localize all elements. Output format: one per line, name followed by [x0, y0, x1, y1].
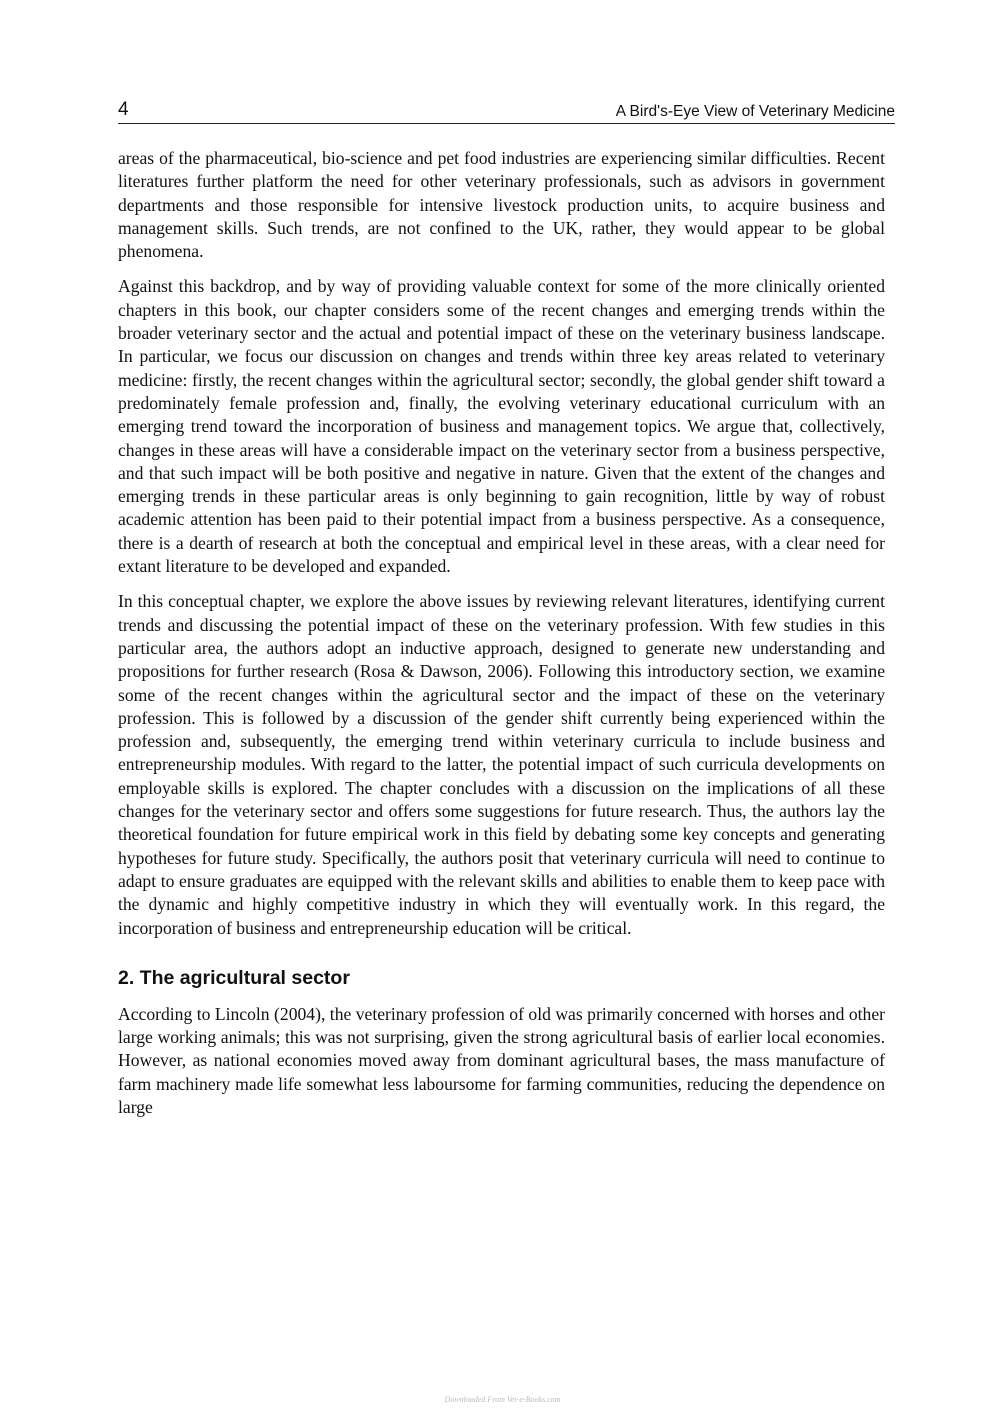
- page-number: 4: [118, 99, 129, 120]
- running-header: [118, 99, 895, 124]
- book-title: A Bird's-Eye View of Veterinary Medicine: [615, 103, 895, 120]
- section-paragraph: According to Lincoln (2004), the veterinary profession of old was primarily concerned with horses and other large working animals; this was not surprising, given the strong agricultural basis of earlier local economies. However, as national economies moved away from dominant agricultural bases, the mass manufacture of farm machinery made life somewhat less laboursome for farming communities, reducing the dependence on large: [118, 1003, 885, 1117]
- body-paragraph-1: areas of the pharmaceutical, bio-science and pet food industries are experiencing similar difficulties. Recent literatures further platform the need for other veterinary professionals, such as advisors in government departments and those responsible for intensive livestock production units, to acquire business and management skills. Such trends, are not confined to the UK, rather, they would appear to be global phenomena.: [118, 148, 885, 262]
- section-heading: 2. The agricultural sector: [118, 966, 350, 989]
- footer-watermark: Downloaded From Vet-e-Books.com: [444, 1395, 561, 1404]
- page-body: [118, 147, 885, 1131]
- body-paragraph-2: Against this backdrop, and by way of providing valuable context for some of the more clinically oriented chapters in this book, our chapter considers some of the recent changes and emerging trends within the broader veterinary sector and the actual and potential impact of these on the veterinary business landscape. In particular, we focus our discussion on changes and trends within three key areas related to veterinary medicine: firstly, the recent changes within the agricultural sector; secondly, the global gender shift toward a predominately female profession and, finally, the evolving veterinary educational curriculum with an emerging trend toward the incorporation of business and management topics. We argue that, collectively, changes in these areas will have a considerable impact on the veterinary sector from a business perspective, and that such impact will be both positive and negative in nature. Given that the extent of the changes and emerging trends in these particular areas is only beginning to gain recognition, little by way of robust academic attention has been paid to their potential impact from a business perspective. As a consequence, there is a dearth of research at both the conceptual and empirical level in these areas, with a clear need for extant literature to be developed and expanded.: [118, 276, 885, 577]
- body-paragraph-3: In this conceptual chapter, we explore the above issues by reviewing relevant literatures, identifying current trends and discussing the potential impact of these on the veterinary profession. With few studies in this particular area, the authors adopt an inductive approach, designed to generate new understanding and propositions for further research (Rosa & Dawson, 2006). Following this introductory section, we examine some of the recent changes within the agricultural sector and the impact of these on the veterinary profession. This is followed by a discussion of the gender shift currently being experienced within the profession and, subsequently, the emerging trend within veterinary curricula to include business and entrepreneurship modules. With regard to the latter, the potential impact of such curricula developments on employable skills is explored. The chapter concludes with a discussion on the implications of all these changes for the veterinary sector and offers some suggestions for future research. Thus, the authors lay the theoretical foundation for future empirical work in this field by debating some key concepts and generating hypotheses for future study. Specifically, the authors posit that veterinary curricula will need to continue to adapt to ensure graduates are equipped with the relevant skills and abilities to enable them to keep pace with the dynamic and highly competitive industry in which they will eventually work. In this regard, the incorporation of business and entrepreneurship education will be critical.: [118, 591, 885, 938]
